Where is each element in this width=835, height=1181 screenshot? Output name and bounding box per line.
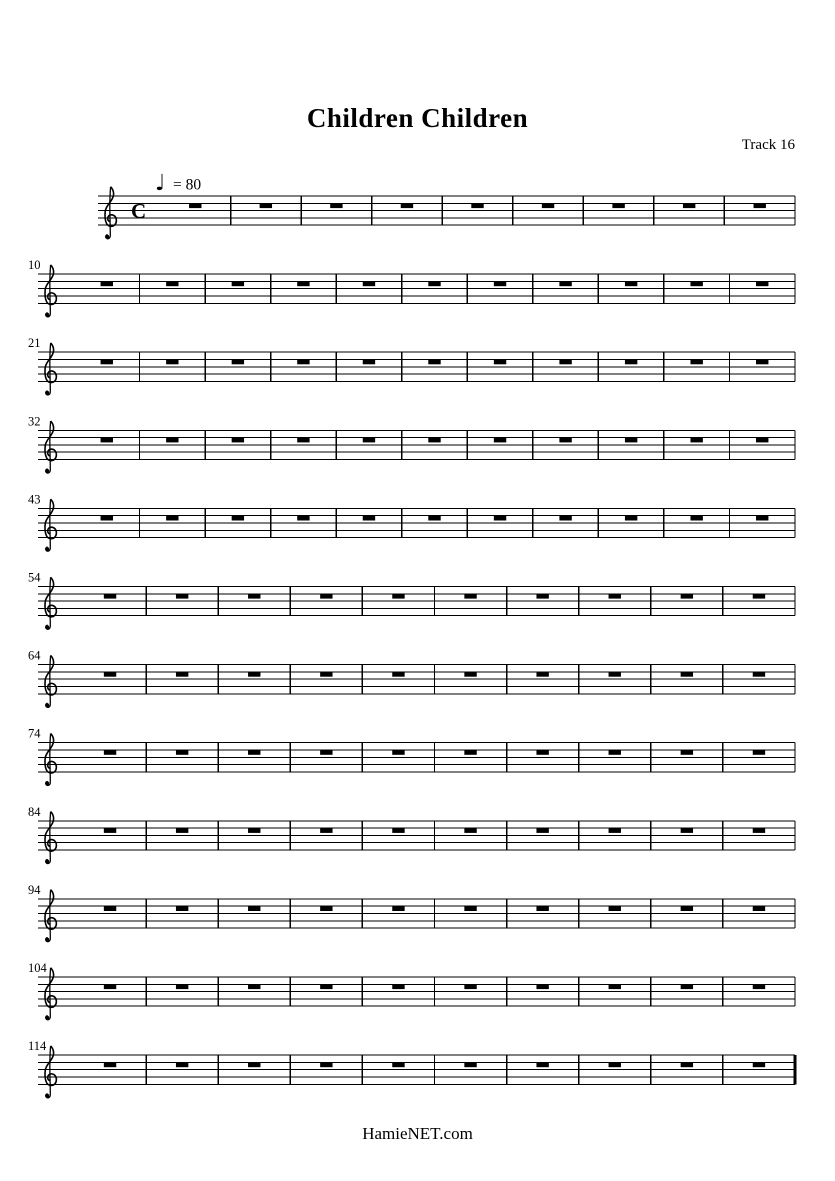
clef-stem (46, 890, 51, 942)
tempo-text: = 80 (173, 176, 202, 194)
whole-rest (625, 438, 637, 443)
whole-rest (392, 828, 404, 833)
measure-number: 84 (28, 804, 41, 819)
whole-rest (625, 516, 637, 521)
clef-blob (105, 235, 109, 239)
whole-rest (494, 360, 506, 365)
measure-number: 64 (28, 648, 41, 663)
whole-rest (101, 281, 113, 286)
treble-clef-icon (45, 343, 56, 395)
whole-rest (756, 516, 768, 521)
track-label: Track 16 (741, 137, 795, 153)
measure-number: 43 (28, 492, 41, 507)
whole-rest (248, 750, 260, 755)
whole-rest (542, 203, 554, 208)
measure-number: 54 (28, 570, 41, 585)
clef-stem (46, 655, 51, 707)
whole-rest (166, 281, 178, 286)
clef-stem (46, 812, 51, 864)
clef-stem (46, 265, 51, 317)
whole-rest (609, 750, 621, 755)
whole-rest (612, 203, 624, 208)
treble-clef-icon (45, 655, 56, 707)
whole-rest (681, 1062, 693, 1067)
clef-stem (46, 421, 51, 473)
clef-stem (106, 187, 111, 239)
measure-number: 21 (28, 336, 41, 351)
whole-rest (176, 906, 188, 911)
clef-blob (45, 703, 49, 707)
whole-rest (428, 360, 440, 365)
staff-system (28, 492, 795, 551)
whole-rest (464, 594, 476, 599)
whole-rest (464, 828, 476, 833)
whole-rest (189, 203, 201, 208)
whole-rest (248, 906, 260, 911)
whole-rest (392, 984, 404, 989)
clef-blob (45, 547, 49, 551)
whole-rest (392, 906, 404, 911)
staff-system (28, 883, 795, 942)
whole-rest (176, 594, 188, 599)
whole-rest (392, 594, 404, 599)
staff-system (28, 414, 795, 473)
staff-system (28, 1039, 795, 1098)
whole-rest (464, 984, 476, 989)
whole-rest (392, 1062, 404, 1067)
whole-rest (320, 984, 332, 989)
measure-number: 74 (28, 726, 41, 741)
whole-rest (753, 750, 765, 755)
whole-rest (536, 750, 548, 755)
staff-system (28, 649, 795, 708)
whole-rest (166, 516, 178, 521)
whole-rest (753, 594, 765, 599)
whole-rest (101, 438, 113, 443)
clef-blob (45, 938, 49, 942)
staff-system (28, 571, 795, 630)
whole-rest (464, 1062, 476, 1067)
treble-clef-icon (45, 812, 56, 864)
treble-clef-icon (45, 499, 56, 551)
whole-rest (320, 594, 332, 599)
whole-rest (494, 438, 506, 443)
whole-rest (690, 516, 702, 521)
clef-stem (46, 577, 51, 629)
treble-clef-icon (105, 187, 116, 239)
whole-rest (176, 828, 188, 833)
measure-number: 104 (28, 961, 47, 975)
whole-rest (681, 750, 693, 755)
treble-clef-icon (45, 1046, 56, 1098)
treble-clef-icon (45, 968, 56, 1020)
whole-rest (166, 438, 178, 443)
whole-rest (248, 1062, 260, 1067)
clef-stem (46, 343, 51, 395)
clef-stem (46, 968, 51, 1020)
whole-rest (232, 281, 244, 286)
whole-rest (681, 672, 693, 677)
whole-rest (753, 828, 765, 833)
whole-rest (428, 281, 440, 286)
clef-blob (45, 1016, 49, 1020)
whole-rest (609, 672, 621, 677)
whole-rest (559, 438, 571, 443)
whole-rest (320, 906, 332, 911)
whole-rest (176, 672, 188, 677)
measure-number: 10 (28, 258, 41, 273)
clef-stem (46, 1046, 51, 1098)
whole-rest (297, 281, 309, 286)
clef-blob (45, 313, 49, 317)
whole-rest (232, 360, 244, 365)
whole-rest (536, 984, 548, 989)
whole-rest (363, 281, 375, 286)
whole-rest (681, 594, 693, 599)
whole-rest (690, 438, 702, 443)
whole-rest (609, 828, 621, 833)
whole-rest (330, 203, 342, 208)
whole-rest (363, 516, 375, 521)
whole-rest (464, 672, 476, 677)
whole-rest (104, 672, 116, 677)
whole-rest (756, 360, 768, 365)
whole-rest (464, 906, 476, 911)
clef-blob (45, 625, 49, 629)
clef-blob (45, 781, 49, 785)
whole-rest (625, 281, 637, 286)
measure-number: 32 (28, 414, 41, 429)
whole-rest (625, 360, 637, 365)
whole-rest (494, 281, 506, 286)
whole-rest (756, 438, 768, 443)
whole-rest (681, 984, 693, 989)
staff-system (28, 258, 795, 317)
whole-rest (392, 672, 404, 677)
whole-rest (297, 516, 309, 521)
whole-rest (248, 984, 260, 989)
treble-clef-icon (45, 734, 56, 786)
whole-rest (363, 438, 375, 443)
whole-rest (609, 906, 621, 911)
whole-rest (176, 1062, 188, 1067)
whole-rest (536, 828, 548, 833)
whole-rest (104, 828, 116, 833)
whole-rest (536, 594, 548, 599)
whole-rest (690, 360, 702, 365)
clef-stem (46, 734, 51, 786)
whole-rest (104, 594, 116, 599)
whole-rest (101, 360, 113, 365)
whole-rest (176, 750, 188, 755)
whole-rest (363, 360, 375, 365)
whole-rest (320, 672, 332, 677)
whole-rest (297, 360, 309, 365)
tempo-note-icon: ♩ (155, 171, 166, 196)
staff-system (98, 171, 795, 239)
footer-site-name: HamieNET.com (362, 1124, 473, 1143)
measure-number: 94 (28, 882, 41, 897)
treble-clef-icon (45, 421, 56, 473)
staff-system (28, 336, 795, 395)
whole-rest (536, 1062, 548, 1067)
whole-rest (248, 594, 260, 599)
whole-rest (104, 750, 116, 755)
measure-number: 114 (28, 1039, 47, 1054)
whole-rest (297, 438, 309, 443)
whole-rest (176, 984, 188, 989)
treble-clef-icon (45, 890, 56, 942)
whole-rest (464, 750, 476, 755)
treble-clef-icon (45, 265, 56, 317)
whole-rest (428, 438, 440, 443)
whole-rest (428, 516, 440, 521)
whole-rest (753, 984, 765, 989)
whole-rest (681, 906, 693, 911)
clef-blob (45, 391, 49, 395)
whole-rest (559, 516, 571, 521)
whole-rest (104, 906, 116, 911)
whole-rest (248, 828, 260, 833)
whole-rest (166, 360, 178, 365)
whole-rest (320, 1062, 332, 1067)
clef-blob (45, 1094, 49, 1098)
page-title: Children Children (306, 103, 529, 133)
whole-rest (232, 438, 244, 443)
whole-rest (753, 906, 765, 911)
time-signature: C (131, 198, 147, 223)
clef-blob (45, 469, 49, 473)
whole-rest (683, 203, 695, 208)
whole-rest (559, 360, 571, 365)
whole-rest (559, 281, 571, 286)
whole-rest (232, 516, 244, 521)
whole-rest (494, 516, 506, 521)
whole-rest (536, 906, 548, 911)
treble-clef-icon (45, 577, 56, 629)
whole-rest (320, 750, 332, 755)
whole-rest (609, 1062, 621, 1067)
clef-stem (46, 499, 51, 551)
whole-rest (609, 594, 621, 599)
whole-rest (756, 281, 768, 286)
whole-rest (754, 203, 766, 208)
whole-rest (248, 672, 260, 677)
staff-system (28, 805, 795, 864)
whole-rest (753, 1062, 765, 1067)
staff-system (28, 961, 795, 1020)
whole-rest (536, 672, 548, 677)
whole-rest (104, 984, 116, 989)
whole-rest (101, 516, 113, 521)
whole-rest (609, 984, 621, 989)
whole-rest (471, 203, 483, 208)
whole-rest (104, 1062, 116, 1067)
clef-blob (45, 860, 49, 864)
whole-rest (401, 203, 413, 208)
whole-rest (681, 828, 693, 833)
whole-rest (392, 750, 404, 755)
whole-rest (690, 281, 702, 286)
whole-rest (320, 828, 332, 833)
staff-system (28, 727, 795, 786)
whole-rest (260, 203, 272, 208)
whole-rest (753, 672, 765, 677)
